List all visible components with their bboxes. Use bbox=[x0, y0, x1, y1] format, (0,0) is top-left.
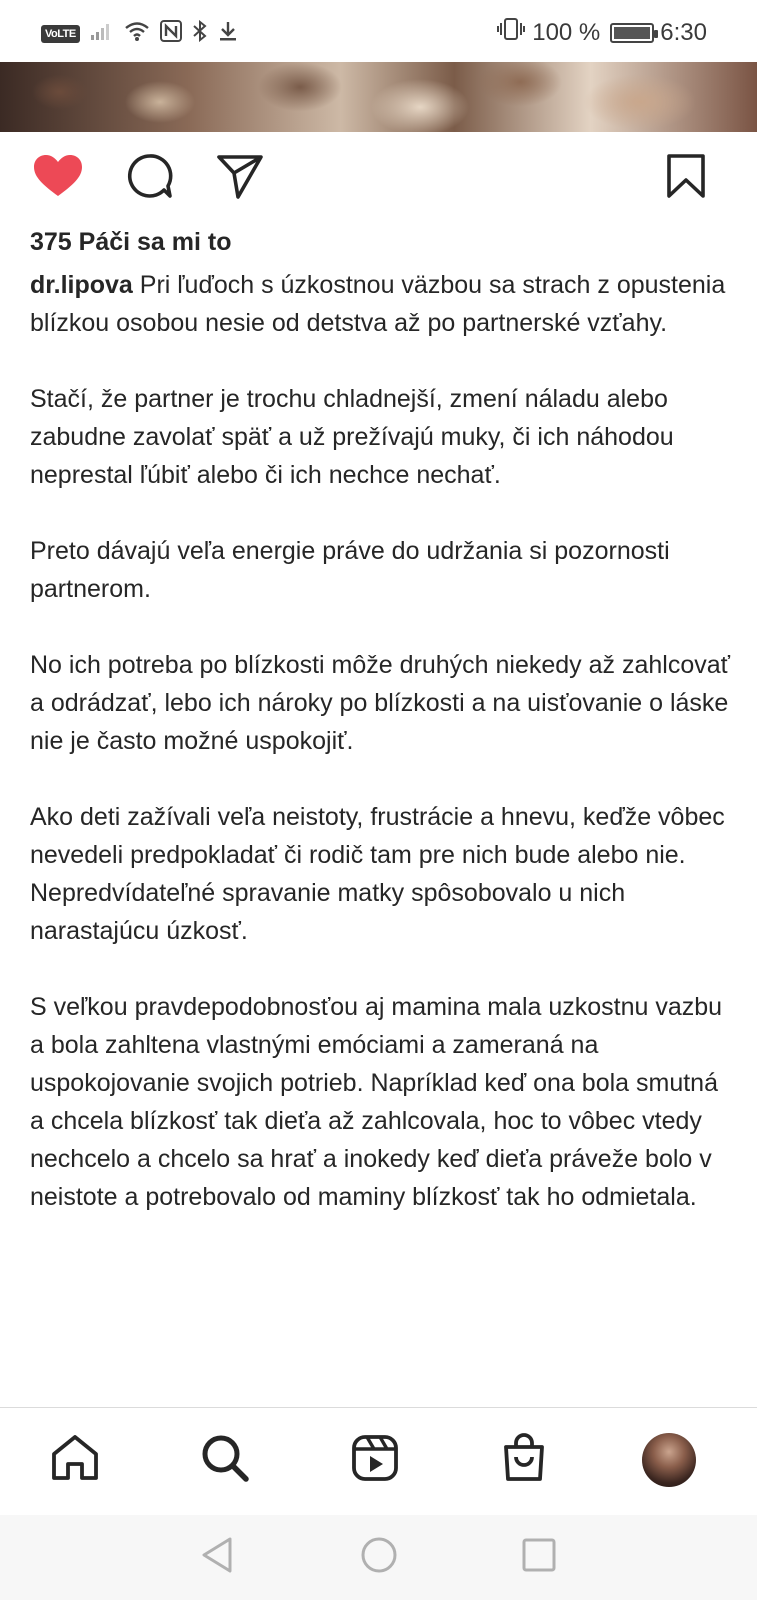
caption-paragraph: No ich potreba po blízkosti môže druhých niekedy až zahlcovať a odrádzať, lebo ich nároky po blízkosti a na uisťovanie o láske nie je často možné uspokojiť. bbox=[30, 651, 731, 755]
battery-icon bbox=[610, 23, 654, 43]
share-button[interactable] bbox=[212, 150, 268, 206]
heart-filled-icon bbox=[33, 154, 83, 203]
nav-search[interactable] bbox=[195, 1430, 255, 1490]
vibrate-icon bbox=[496, 17, 526, 48]
bottom-nav bbox=[0, 1407, 757, 1515]
caption-username[interactable]: dr.lipova bbox=[30, 271, 133, 299]
bluetooth-icon bbox=[192, 20, 208, 47]
status-right bbox=[496, 17, 707, 48]
comment-icon bbox=[126, 152, 174, 205]
system-nav-bar bbox=[0, 1515, 757, 1600]
back-icon bbox=[200, 1536, 234, 1579]
wifi-icon bbox=[124, 20, 150, 47]
caption-paragraph: Stačí, že partner je trochu chladnejší, zmení náladu alebo zabudne zavolať späť a už prežívajú muky, či ich náhodou neprestal ľúbiť alebo či ich nechce nechať. bbox=[30, 385, 674, 489]
home-icon bbox=[50, 1434, 100, 1487]
nfc-icon bbox=[160, 20, 182, 47]
clock: 6:30 bbox=[660, 18, 707, 46]
avatar bbox=[642, 1433, 696, 1487]
caption-paragraph bbox=[30, 266, 735, 342]
caption-text: Pri ľuďoch s úzkostnou väzbou sa strach z opustenia blízkou osobou nesie od detstva až po partnerské vzťahy. bbox=[30, 271, 726, 337]
signal-icon bbox=[90, 21, 114, 46]
bookmark-icon bbox=[666, 154, 706, 203]
shop-icon bbox=[501, 1433, 547, 1488]
recents-button[interactable] bbox=[514, 1535, 564, 1579]
status-bar bbox=[0, 0, 757, 62]
send-icon bbox=[216, 153, 264, 204]
caption-paragraph: Ako deti zažívali veľa neistoty, frustrácie a hnevu, keďže vôbec nevedeli predpokladať či rodič tam pre nich bude alebo nie. Nepredvídateľné spravanie matky spôsobovalo u nich narastajúcu úzkosť. bbox=[30, 803, 725, 945]
nav-profile[interactable] bbox=[639, 1430, 699, 1490]
caption-paragraph: Preto dávajú veľa energie práve do udržania si pozornosti partnerom. bbox=[30, 537, 670, 603]
back-button[interactable] bbox=[192, 1535, 242, 1579]
download-icon bbox=[218, 20, 238, 47]
search-icon bbox=[200, 1433, 250, 1488]
status-left bbox=[41, 20, 238, 47]
volte-badge: VoLTE bbox=[41, 25, 80, 43]
nav-home[interactable] bbox=[45, 1430, 105, 1490]
likes-count[interactable]: 375 Páči sa mi to bbox=[30, 228, 232, 256]
post-image[interactable] bbox=[0, 62, 757, 132]
home-circle-icon bbox=[360, 1536, 398, 1579]
reels-icon bbox=[351, 1434, 399, 1487]
battery-percent: 100 % bbox=[532, 18, 601, 46]
recents-icon bbox=[521, 1537, 557, 1578]
like-button[interactable] bbox=[30, 150, 86, 206]
system-home-button[interactable] bbox=[354, 1535, 404, 1579]
save-button[interactable] bbox=[658, 150, 714, 206]
post-actions bbox=[0, 150, 757, 210]
nav-shop[interactable] bbox=[494, 1430, 554, 1490]
comment-button[interactable] bbox=[122, 150, 178, 206]
nav-reels[interactable] bbox=[345, 1430, 405, 1490]
caption-paragraph: S veľkou pravdepodobnosťou aj mamina mala uzkostnu vazbu a bola zahltena vlastnými emóciami a zameraná na uspokojovanie svojich potrieb. Napríklad keď ona bola smutná a chcela blízkosť tak dieťa až zahlcovala, hoc to vôbec vtedy nechcelo a chcelo sa hrať a inokedy keď dieťa práveže bolo v neistote a potrebovalo od maminy blízkosť tak ho odmietala. bbox=[30, 993, 723, 1211]
post-caption bbox=[30, 266, 735, 1216]
